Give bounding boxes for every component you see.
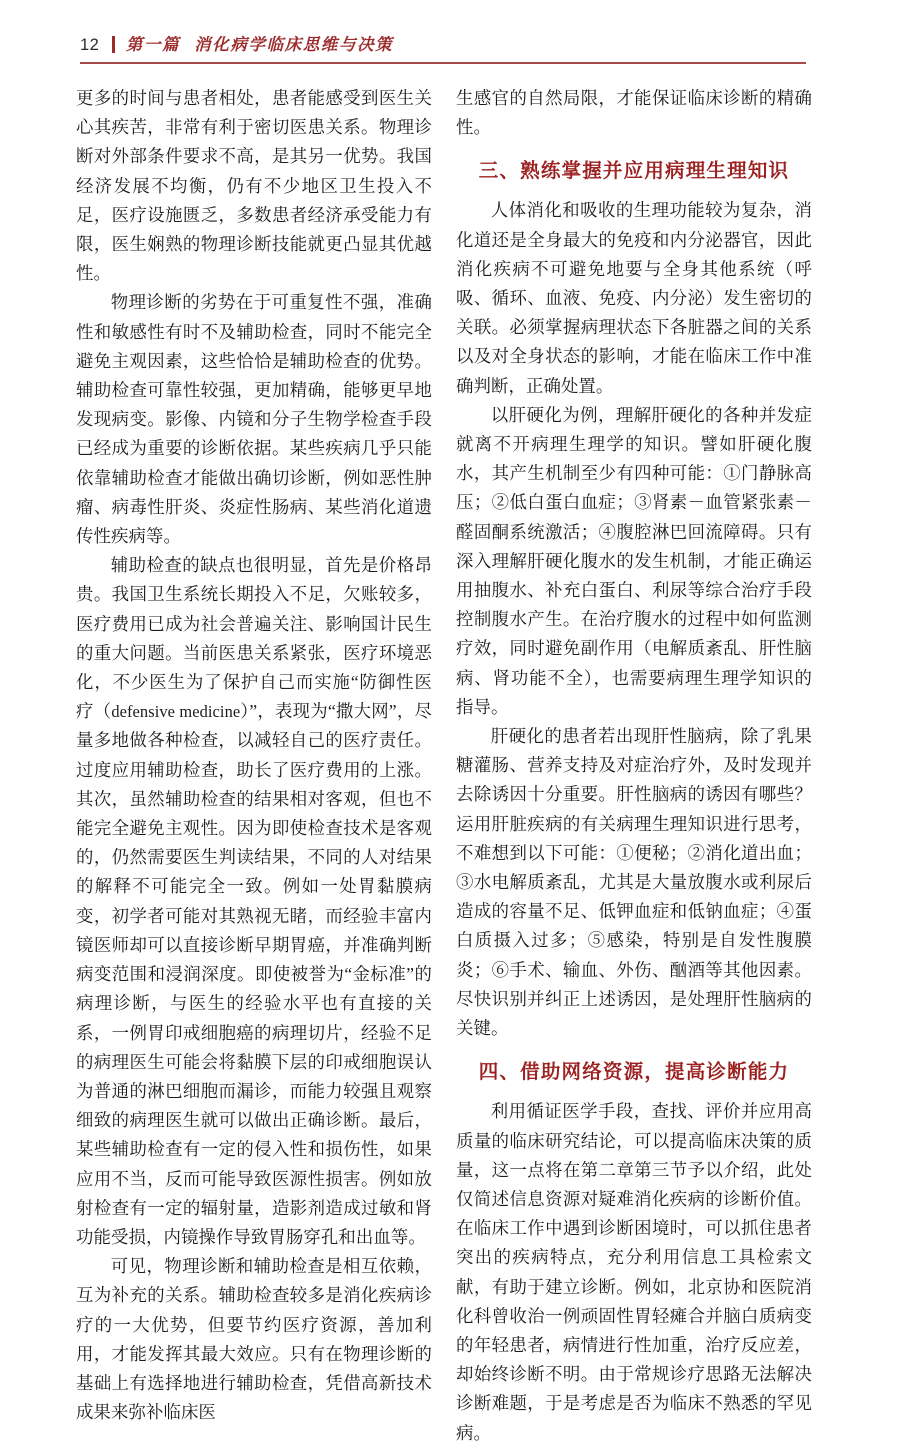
right-column xyxy=(456,84,812,1443)
left-column xyxy=(76,84,432,1423)
book-title: 消化病学临床思维与决策 xyxy=(194,34,394,54)
paragraph-digestive-physiology: 人体消化和吸收的生理功能较为复杂，消化道还是全身最大的免疫和内分泌器官，因此消化疾病不可避免地要与全身其他系统（呼吸、循环、血液、免疫、内分泌）发生密切的关联。必须掌握病理状态下各脏器之间的关系以及对全身状态的影响，才能在临床工作中准确判断，正确处置。 xyxy=(456,200,812,396)
paragraph-network-resources: 利用循证医学手段，查找、评价并应用高质量的临床研究结论，可以提高临床决策的质量，这一点将在第二章第三节予以介绍，此处仅简述信息资源对疑难消化疾病的诊断价值。在临床工作中遇到诊断困境时，可以抓住患者突出的疾病特点，充分利用信息工具检索文献，有助于建立诊断。例如，北京协和医院消化科曾收治一例顽固性胃轻瘫合并脑白质病变的年轻患者，病情进行性加重，治疗反应差，却始终诊断不明。由于常规诊疗思路无法解决诊断难题，于是考虑是否为临床不熟悉的罕见病。 xyxy=(456,1101,812,1443)
latin-term-defensive-medicine: defensive medicine xyxy=(111,702,241,722)
paragraph-physical-exam-advantage: 更多的时间与患者相处，患者能感受到医生关心其疾苦，非常有利于密切医患关系。物理诊断对外部条件要求不高，是其另一优势。我国经济发展不均衡，仍有不少地区卫生投入不足，医疗设施匮乏，多数患者经济承受能力有限，医生娴熟的物理诊断技能就更凸显其优越性。 xyxy=(76,88,432,284)
paragraph-cirrhosis-ascites: 以肝硬化为例，理解肝硬化的各种并发症就离不开病理生理学的知识。譬如肝硬化腹水，其产生机制至少有四种可能：①门静脉高压；②低白蛋白血症；③肾素－血管紧张素－醛固酮系统激活；④腹腔淋巴回流障碍。只有深入理解肝硬化腹水的发生机制，才能正确运用抽腹水、补充白蛋白、利尿等综合治疗手段控制腹水产生。在治疗腹水的过程中如何监测疗效，同时避免副作用（电解质紊乱、肝性脑病、肾功能不全），也需要病理生理学知识的指导。 xyxy=(456,404,812,717)
header-rule xyxy=(80,62,806,64)
section-heading-three: 三、熟练掌握并应用病理生理知识 xyxy=(478,160,790,183)
page-number: 12 xyxy=(80,35,100,54)
paragraph-hepatic-encephalopathy: 肝硬化的患者若出现肝性脑病，除了乳果糖灌肠、营养支持及对症治疗外，及时发现并去除诱因十分重要。肝性脑病的诱因有哪些？运用肝脏疾病的有关病理生理知识进行思考，不难想到以下可能：①便秘；②消化道出血；③水电解质紊乱，尤其是大量放腹水或利尿后造成的容量不足、低钾血症和低钠血症；④蛋白质摄入过多；⑤感染，特别是自发性腹膜炎；⑥手术、输血、外伤、酗酒等其他因素。尽快识别并纠正上述诱因，是处理肝性脑病的关键。 xyxy=(456,726,812,1039)
paragraph-text-part2: ）”，表现为“撒大网”，尽量多地做各种检查，以减轻自己的医疗责任。过度应用辅助检查，助长了医疗费用的上涨。其次，虽然辅助检查的结果相对客观，但也不能完全避免主观性。因为即使检查技术是客观的，仍然需要医生判读结果，不同的人对结果的解释不可能完全一致。例如一处胃黏膜病变，初学者可能对其熟视无睹，而经验丰富内镜医师却可以直接诊断早期胃癌，并准确判断病变范围和浸润深度。即使被誉为“金标准”的病理诊断，与医生的经验水平也有直接的关系，一例胃印戒细胞癌的病理切片，经验不足的病理医生可能会将黏膜下层的印戒细胞误认为普通的淋巴细胞而漏诊，而能力较强且观察细致的病理医生就可以做出正确诊断。最后，某些辅助检查有一定的侵入性和损伤性，如果应用不当，反而可能导致医源性损害。例如放射检查有一定的辐射量，造影剂造成过敏和肾功能受损，内镜操作导致胃肠穿孔和出血等。 xyxy=(76,701,432,1247)
section-heading-four: 四、借助网络资源，提高诊断能力 xyxy=(478,1061,790,1084)
running-header xyxy=(80,20,806,54)
body-columns xyxy=(76,84,812,1443)
part-label: 第一篇 xyxy=(125,34,181,54)
paragraph-text-part1: 辅助检查的缺点也很明显，首先是价格昂贵。我国卫生系统长期投入不足，欠账较多，医疗费用已成为社会普遍关注、影响国计民生的重大问题。当前医患关系紧张，医疗环境恶化，不少医生为了保护自己而实施“防御性医疗（ xyxy=(76,555,432,722)
paragraph-mutual-dependence: 可见，物理诊断和辅助检查是相互依赖，互为补充的关系。辅助检查较多是消化疾病诊疗的一大优势，但要节约医疗资源，善加利用，才能发挥其最大效应。只有在物理诊断的基础上有选择地进行辅助检查，凭借高新技术成果来弥补临床医 xyxy=(76,1256,432,1423)
paragraph-auxiliary-exam-drawbacks xyxy=(76,551,432,1252)
running-header-title xyxy=(125,34,394,55)
paragraph-physical-exam-weakness: 物理诊断的劣势在于可重复性不强，准确性和敏感性有时不及辅助检查，同时不能完全避免主观因素，这些恰恰是辅助检查的优势。辅助检查可靠性较强，更加精确，能够更早地发现病变。影像、内镜和分子生物学检查手段已经成为重要的诊断依据。某些疾病几乎只能依靠辅助检查才能做出确切诊断，例如恶性肿瘤、病毒性肝炎、炎症性肠病、某些消化道遗传性疾病等。 xyxy=(76,292,432,547)
paragraph-intro-continuation: 生感官的自然局限，才能保证临床诊断的精确性。 xyxy=(456,88,812,138)
vertical-bar-icon xyxy=(112,36,115,53)
